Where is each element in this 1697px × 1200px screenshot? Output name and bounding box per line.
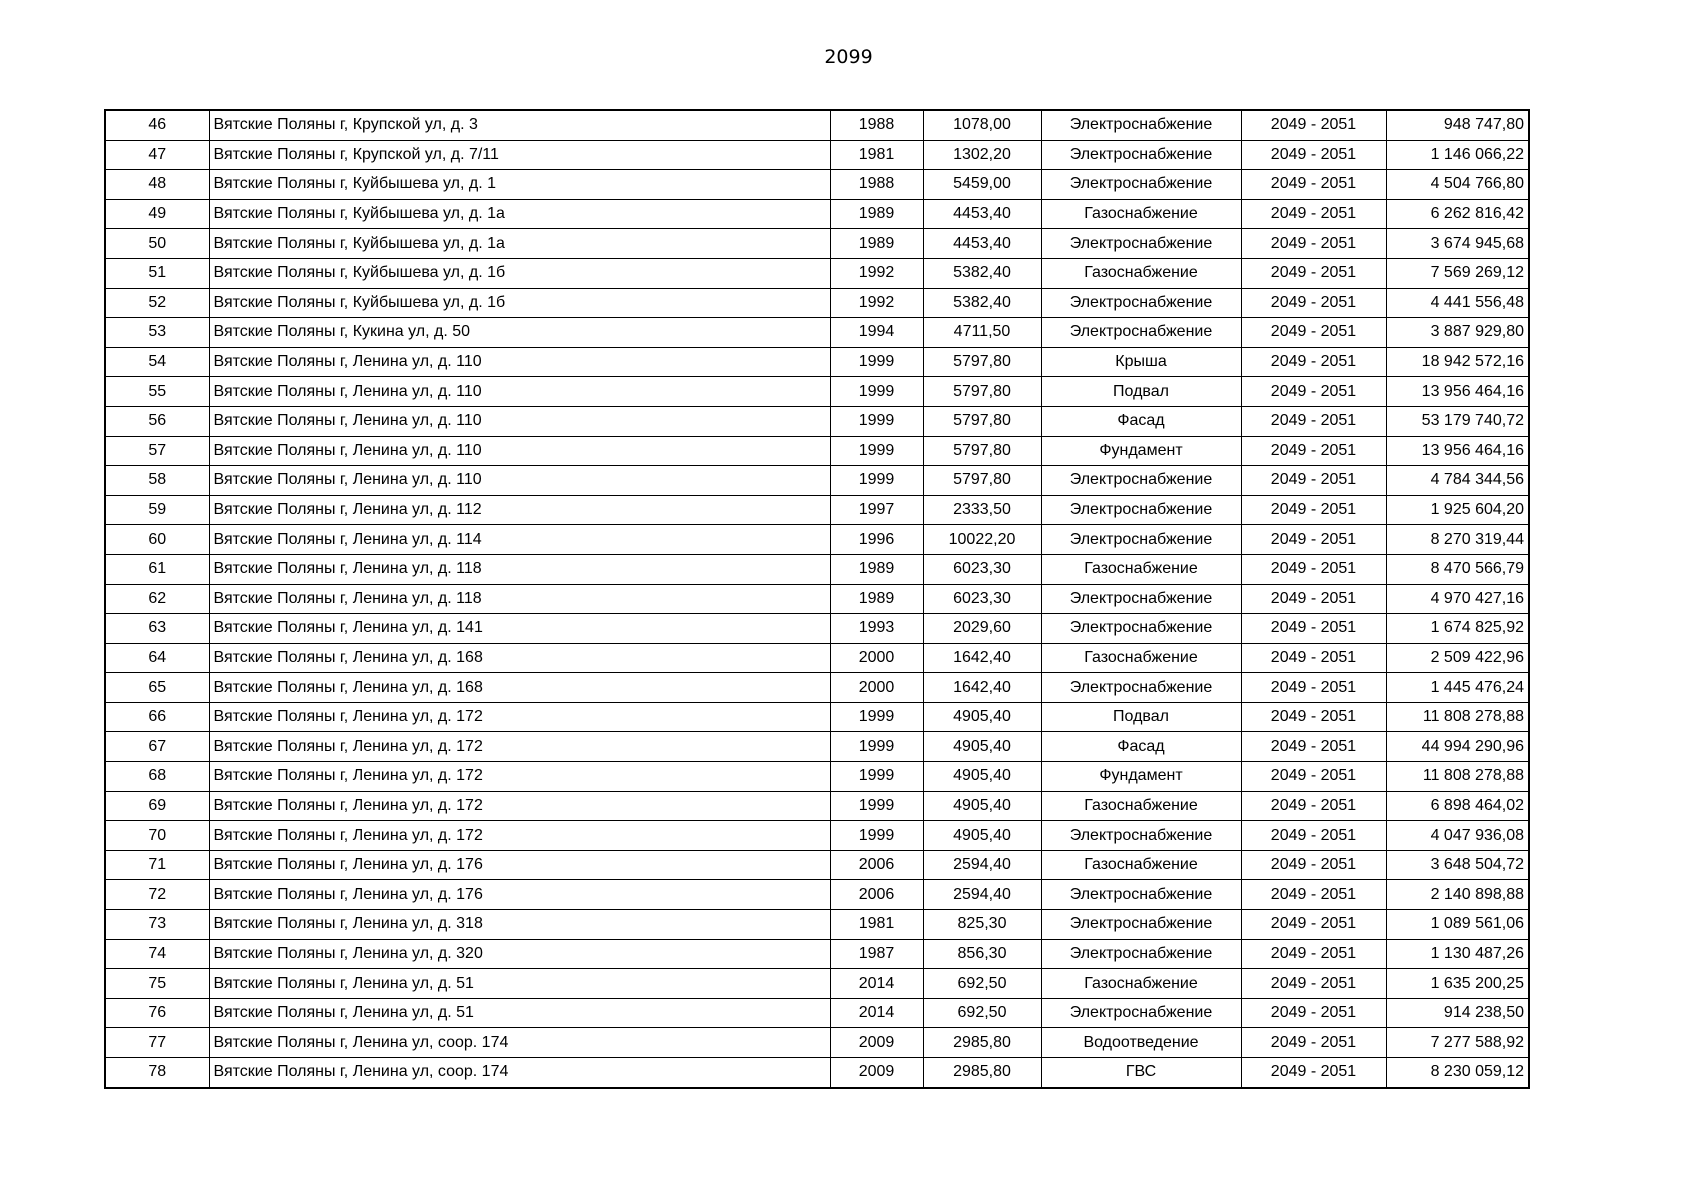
period-cell: 2049 - 2051 bbox=[1241, 377, 1386, 407]
work-type-cell: Газоснабжение bbox=[1041, 643, 1241, 673]
address-cell: Вятские Поляны г, Ленина ул, д. 172 bbox=[209, 732, 830, 762]
row-number-cell: 54 bbox=[105, 347, 209, 377]
year-built-cell: 2014 bbox=[830, 998, 923, 1028]
work-type-cell: Электроснабжение bbox=[1041, 466, 1241, 496]
period-cell: 2049 - 2051 bbox=[1241, 436, 1386, 466]
year-built-cell: 1999 bbox=[830, 377, 923, 407]
year-built-cell: 2006 bbox=[830, 850, 923, 880]
table-row bbox=[105, 910, 1529, 940]
table-row bbox=[105, 614, 1529, 644]
table-row bbox=[105, 998, 1529, 1028]
table-row bbox=[105, 258, 1529, 288]
table-row bbox=[105, 821, 1529, 851]
cost-cell: 1 925 604,20 bbox=[1386, 495, 1529, 525]
period-cell: 2049 - 2051 bbox=[1241, 643, 1386, 673]
period-cell: 2049 - 2051 bbox=[1241, 880, 1386, 910]
area-cell: 4453,40 bbox=[923, 199, 1041, 229]
cost-cell: 8 230 059,12 bbox=[1386, 1058, 1529, 1088]
work-type-cell: Электроснабжение bbox=[1041, 318, 1241, 348]
work-type-cell: Электроснабжение bbox=[1041, 584, 1241, 614]
area-cell: 4905,40 bbox=[923, 732, 1041, 762]
cost-cell: 7 277 588,92 bbox=[1386, 1028, 1529, 1058]
row-number-cell: 76 bbox=[105, 998, 209, 1028]
area-cell: 5797,80 bbox=[923, 406, 1041, 436]
cost-cell: 914 238,50 bbox=[1386, 998, 1529, 1028]
period-cell: 2049 - 2051 bbox=[1241, 229, 1386, 259]
row-number-cell: 49 bbox=[105, 199, 209, 229]
address-cell: Вятские Поляны г, Ленина ул, соор. 174 bbox=[209, 1028, 830, 1058]
work-type-cell: Электроснабжение bbox=[1041, 673, 1241, 703]
row-number-cell: 62 bbox=[105, 584, 209, 614]
cost-cell: 4 970 427,16 bbox=[1386, 584, 1529, 614]
row-number-cell: 66 bbox=[105, 702, 209, 732]
period-cell: 2049 - 2051 bbox=[1241, 466, 1386, 496]
cost-cell: 948 747,80 bbox=[1386, 110, 1529, 140]
area-cell: 5797,80 bbox=[923, 377, 1041, 407]
year-built-cell: 1992 bbox=[830, 258, 923, 288]
row-number-cell: 58 bbox=[105, 466, 209, 496]
table-row bbox=[105, 880, 1529, 910]
table-row bbox=[105, 584, 1529, 614]
work-type-cell: Газоснабжение bbox=[1041, 791, 1241, 821]
area-cell: 1642,40 bbox=[923, 673, 1041, 703]
row-number-cell: 71 bbox=[105, 850, 209, 880]
year-built-cell: 1981 bbox=[830, 140, 923, 170]
period-cell: 2049 - 2051 bbox=[1241, 702, 1386, 732]
year-built-cell: 2006 bbox=[830, 880, 923, 910]
work-type-cell: Газоснабжение bbox=[1041, 258, 1241, 288]
table-row bbox=[105, 1058, 1529, 1088]
table-row bbox=[105, 406, 1529, 436]
row-number-cell: 55 bbox=[105, 377, 209, 407]
row-number-cell: 78 bbox=[105, 1058, 209, 1088]
year-built-cell: 1989 bbox=[830, 584, 923, 614]
row-number-cell: 60 bbox=[105, 525, 209, 555]
period-cell: 2049 - 2051 bbox=[1241, 347, 1386, 377]
row-number-cell: 46 bbox=[105, 110, 209, 140]
table-row bbox=[105, 643, 1529, 673]
work-type-cell: Электроснабжение bbox=[1041, 110, 1241, 140]
period-cell: 2049 - 2051 bbox=[1241, 762, 1386, 792]
area-cell: 825,30 bbox=[923, 910, 1041, 940]
address-cell: Вятские Поляны г, Ленина ул, д. 172 bbox=[209, 791, 830, 821]
period-cell: 2049 - 2051 bbox=[1241, 525, 1386, 555]
table-row bbox=[105, 347, 1529, 377]
address-cell: Вятские Поляны г, Куйбышева ул, д. 1 bbox=[209, 170, 830, 200]
cost-cell: 2 509 422,96 bbox=[1386, 643, 1529, 673]
area-cell: 1642,40 bbox=[923, 643, 1041, 673]
area-cell: 2985,80 bbox=[923, 1058, 1041, 1088]
work-type-cell: Электроснабжение bbox=[1041, 939, 1241, 969]
period-cell: 2049 - 2051 bbox=[1241, 791, 1386, 821]
row-number-cell: 73 bbox=[105, 910, 209, 940]
area-cell: 2594,40 bbox=[923, 850, 1041, 880]
year-built-cell: 1999 bbox=[830, 702, 923, 732]
cost-cell: 8 470 566,79 bbox=[1386, 554, 1529, 584]
period-cell: 2049 - 2051 bbox=[1241, 1058, 1386, 1088]
year-built-cell: 1999 bbox=[830, 436, 923, 466]
address-cell: Вятские Поляны г, Ленина ул, д. 141 bbox=[209, 614, 830, 644]
year-built-cell: 2014 bbox=[830, 969, 923, 999]
row-number-cell: 67 bbox=[105, 732, 209, 762]
area-cell: 5459,00 bbox=[923, 170, 1041, 200]
cost-cell: 13 956 464,16 bbox=[1386, 377, 1529, 407]
cost-cell: 1 674 825,92 bbox=[1386, 614, 1529, 644]
table-row bbox=[105, 762, 1529, 792]
cost-cell: 1 445 476,24 bbox=[1386, 673, 1529, 703]
table-row bbox=[105, 554, 1529, 584]
work-type-cell: Электроснабжение bbox=[1041, 910, 1241, 940]
row-number-cell: 63 bbox=[105, 614, 209, 644]
work-type-cell: Газоснабжение bbox=[1041, 850, 1241, 880]
period-cell: 2049 - 2051 bbox=[1241, 199, 1386, 229]
row-number-cell: 77 bbox=[105, 1028, 209, 1058]
work-type-cell: Фасад bbox=[1041, 406, 1241, 436]
row-number-cell: 47 bbox=[105, 140, 209, 170]
period-cell: 2049 - 2051 bbox=[1241, 732, 1386, 762]
cost-cell: 1 089 561,06 bbox=[1386, 910, 1529, 940]
address-cell: Вятские Поляны г, Ленина ул, д. 168 bbox=[209, 673, 830, 703]
period-cell: 2049 - 2051 bbox=[1241, 910, 1386, 940]
row-number-cell: 69 bbox=[105, 791, 209, 821]
address-cell: Вятские Поляны г, Ленина ул, д. 320 bbox=[209, 939, 830, 969]
row-number-cell: 52 bbox=[105, 288, 209, 318]
table-row bbox=[105, 288, 1529, 318]
row-number-cell: 70 bbox=[105, 821, 209, 851]
cost-cell: 7 569 269,12 bbox=[1386, 258, 1529, 288]
address-cell: Вятские Поляны г, Ленина ул, д. 318 bbox=[209, 910, 830, 940]
address-cell: Вятские Поляны г, Кукина ул, д. 50 bbox=[209, 318, 830, 348]
address-cell: Вятские Поляны г, Куйбышева ул, д. 1б bbox=[209, 288, 830, 318]
work-type-cell: Подвал bbox=[1041, 377, 1241, 407]
cost-cell: 4 784 344,56 bbox=[1386, 466, 1529, 496]
work-type-cell: Фасад bbox=[1041, 732, 1241, 762]
address-cell: Вятские Поляны г, Ленина ул, д. 172 bbox=[209, 702, 830, 732]
area-cell: 4905,40 bbox=[923, 791, 1041, 821]
cost-cell: 44 994 290,96 bbox=[1386, 732, 1529, 762]
work-type-cell: Электроснабжение bbox=[1041, 229, 1241, 259]
cost-cell: 3 648 504,72 bbox=[1386, 850, 1529, 880]
period-cell: 2049 - 2051 bbox=[1241, 939, 1386, 969]
area-cell: 5797,80 bbox=[923, 347, 1041, 377]
address-cell: Вятские Поляны г, Ленина ул, соор. 174 bbox=[209, 1058, 830, 1088]
cost-cell: 1 635 200,25 bbox=[1386, 969, 1529, 999]
year-built-cell: 1999 bbox=[830, 821, 923, 851]
address-cell: Вятские Поляны г, Куйбышева ул, д. 1а bbox=[209, 229, 830, 259]
address-cell: Вятские Поляны г, Крупской ул, д. 7/11 bbox=[209, 140, 830, 170]
period-cell: 2049 - 2051 bbox=[1241, 584, 1386, 614]
period-cell: 2049 - 2051 bbox=[1241, 495, 1386, 525]
work-type-cell: Газоснабжение bbox=[1041, 554, 1241, 584]
year-built-cell: 1999 bbox=[830, 762, 923, 792]
cost-cell: 4 504 766,80 bbox=[1386, 170, 1529, 200]
row-number-cell: 51 bbox=[105, 258, 209, 288]
period-cell: 2049 - 2051 bbox=[1241, 140, 1386, 170]
period-cell: 2049 - 2051 bbox=[1241, 406, 1386, 436]
row-number-cell: 50 bbox=[105, 229, 209, 259]
area-cell: 2594,40 bbox=[923, 880, 1041, 910]
work-type-cell: Электроснабжение bbox=[1041, 880, 1241, 910]
row-number-cell: 68 bbox=[105, 762, 209, 792]
table-row bbox=[105, 229, 1529, 259]
period-cell: 2049 - 2051 bbox=[1241, 554, 1386, 584]
cost-cell: 11 808 278,88 bbox=[1386, 702, 1529, 732]
table-row bbox=[105, 939, 1529, 969]
address-cell: Вятские Поляны г, Ленина ул, д. 176 bbox=[209, 850, 830, 880]
row-number-cell: 64 bbox=[105, 643, 209, 673]
area-cell: 856,30 bbox=[923, 939, 1041, 969]
work-type-cell: Газоснабжение bbox=[1041, 969, 1241, 999]
work-type-cell: Электроснабжение bbox=[1041, 140, 1241, 170]
year-built-cell: 1992 bbox=[830, 288, 923, 318]
cost-cell: 11 808 278,88 bbox=[1386, 762, 1529, 792]
period-cell: 2049 - 2051 bbox=[1241, 110, 1386, 140]
address-cell: Вятские Поляны г, Ленина ул, д. 114 bbox=[209, 525, 830, 555]
area-cell: 1078,00 bbox=[923, 110, 1041, 140]
work-type-cell: Крыша bbox=[1041, 347, 1241, 377]
area-cell: 2985,80 bbox=[923, 1028, 1041, 1058]
cost-cell: 53 179 740,72 bbox=[1386, 406, 1529, 436]
address-cell: Вятские Поляны г, Ленина ул, д. 51 bbox=[209, 998, 830, 1028]
year-built-cell: 2009 bbox=[830, 1058, 923, 1088]
table-row bbox=[105, 140, 1529, 170]
area-cell: 10022,20 bbox=[923, 525, 1041, 555]
cost-cell: 2 140 898,88 bbox=[1386, 880, 1529, 910]
address-cell: Вятские Поляны г, Ленина ул, д. 110 bbox=[209, 406, 830, 436]
address-cell: Вятские Поляны г, Ленина ул, д. 110 bbox=[209, 347, 830, 377]
area-cell: 4905,40 bbox=[923, 821, 1041, 851]
register-table bbox=[104, 109, 1530, 1089]
year-built-cell: 1999 bbox=[830, 466, 923, 496]
period-cell: 2049 - 2051 bbox=[1241, 850, 1386, 880]
work-type-cell: Электроснабжение bbox=[1041, 525, 1241, 555]
table-row bbox=[105, 673, 1529, 703]
table-row bbox=[105, 466, 1529, 496]
work-type-cell: Электроснабжение bbox=[1041, 998, 1241, 1028]
row-number-cell: 75 bbox=[105, 969, 209, 999]
area-cell: 4905,40 bbox=[923, 702, 1041, 732]
cost-cell: 3 674 945,68 bbox=[1386, 229, 1529, 259]
work-type-cell: Фундамент bbox=[1041, 762, 1241, 792]
row-number-cell: 72 bbox=[105, 880, 209, 910]
year-built-cell: 1988 bbox=[830, 170, 923, 200]
cost-cell: 6 898 464,02 bbox=[1386, 791, 1529, 821]
period-cell: 2049 - 2051 bbox=[1241, 673, 1386, 703]
year-built-cell: 1997 bbox=[830, 495, 923, 525]
year-built-cell: 1989 bbox=[830, 229, 923, 259]
table-row bbox=[105, 969, 1529, 999]
cost-cell: 1 130 487,26 bbox=[1386, 939, 1529, 969]
table-row bbox=[105, 850, 1529, 880]
year-built-cell: 1996 bbox=[830, 525, 923, 555]
page-number: 2099 bbox=[824, 46, 873, 68]
row-number-cell: 65 bbox=[105, 673, 209, 703]
table-row bbox=[105, 199, 1529, 229]
year-built-cell: 1999 bbox=[830, 791, 923, 821]
period-cell: 2049 - 2051 bbox=[1241, 170, 1386, 200]
cost-cell: 18 942 572,16 bbox=[1386, 347, 1529, 377]
table-row bbox=[105, 702, 1529, 732]
area-cell: 5382,40 bbox=[923, 258, 1041, 288]
area-cell: 2333,50 bbox=[923, 495, 1041, 525]
row-number-cell: 74 bbox=[105, 939, 209, 969]
row-number-cell: 59 bbox=[105, 495, 209, 525]
period-cell: 2049 - 2051 bbox=[1241, 969, 1386, 999]
address-cell: Вятские Поляны г, Ленина ул, д. 168 bbox=[209, 643, 830, 673]
table-body bbox=[105, 110, 1529, 1088]
year-built-cell: 1981 bbox=[830, 910, 923, 940]
year-built-cell: 1994 bbox=[830, 318, 923, 348]
period-cell: 2049 - 2051 bbox=[1241, 614, 1386, 644]
period-cell: 2049 - 2051 bbox=[1241, 258, 1386, 288]
area-cell: 4711,50 bbox=[923, 318, 1041, 348]
cost-cell: 1 146 066,22 bbox=[1386, 140, 1529, 170]
area-cell: 4453,40 bbox=[923, 229, 1041, 259]
cost-cell: 4 441 556,48 bbox=[1386, 288, 1529, 318]
period-cell: 2049 - 2051 bbox=[1241, 318, 1386, 348]
row-number-cell: 56 bbox=[105, 406, 209, 436]
work-type-cell: ГВС bbox=[1041, 1058, 1241, 1088]
area-cell: 5797,80 bbox=[923, 436, 1041, 466]
address-cell: Вятские Поляны г, Ленина ул, д. 110 bbox=[209, 436, 830, 466]
area-cell: 6023,30 bbox=[923, 584, 1041, 614]
year-built-cell: 1989 bbox=[830, 554, 923, 584]
year-built-cell: 1993 bbox=[830, 614, 923, 644]
period-cell: 2049 - 2051 bbox=[1241, 1028, 1386, 1058]
table-row bbox=[105, 1028, 1529, 1058]
work-type-cell: Электроснабжение bbox=[1041, 170, 1241, 200]
area-cell: 692,50 bbox=[923, 998, 1041, 1028]
cost-cell: 6 262 816,42 bbox=[1386, 199, 1529, 229]
area-cell: 5797,80 bbox=[923, 466, 1041, 496]
area-cell: 4905,40 bbox=[923, 762, 1041, 792]
row-number-cell: 57 bbox=[105, 436, 209, 466]
period-cell: 2049 - 2051 bbox=[1241, 288, 1386, 318]
cost-cell: 13 956 464,16 bbox=[1386, 436, 1529, 466]
area-cell: 1302,20 bbox=[923, 140, 1041, 170]
year-built-cell: 2009 bbox=[830, 1028, 923, 1058]
year-built-cell: 1987 bbox=[830, 939, 923, 969]
period-cell: 2049 - 2051 bbox=[1241, 998, 1386, 1028]
table-row bbox=[105, 170, 1529, 200]
address-cell: Вятские Поляны г, Куйбышева ул, д. 1б bbox=[209, 258, 830, 288]
address-cell: Вятские Поляны г, Ленина ул, д. 118 bbox=[209, 584, 830, 614]
work-type-cell: Электроснабжение bbox=[1041, 614, 1241, 644]
work-type-cell: Подвал bbox=[1041, 702, 1241, 732]
address-cell: Вятские Поляны г, Ленина ул, д. 110 bbox=[209, 377, 830, 407]
address-cell: Вятские Поляны г, Ленина ул, д. 112 bbox=[209, 495, 830, 525]
work-type-cell: Электроснабжение bbox=[1041, 495, 1241, 525]
year-built-cell: 2000 bbox=[830, 643, 923, 673]
year-built-cell: 2000 bbox=[830, 673, 923, 703]
work-type-cell: Водоотведение bbox=[1041, 1028, 1241, 1058]
cost-cell: 3 887 929,80 bbox=[1386, 318, 1529, 348]
row-number-cell: 48 bbox=[105, 170, 209, 200]
cost-cell: 8 270 319,44 bbox=[1386, 525, 1529, 555]
year-built-cell: 1999 bbox=[830, 732, 923, 762]
address-cell: Вятские Поляны г, Крупской ул, д. 3 bbox=[209, 110, 830, 140]
table-row bbox=[105, 436, 1529, 466]
table-row bbox=[105, 495, 1529, 525]
work-type-cell: Электроснабжение bbox=[1041, 821, 1241, 851]
year-built-cell: 1999 bbox=[830, 347, 923, 377]
area-cell: 5382,40 bbox=[923, 288, 1041, 318]
table-row bbox=[105, 732, 1529, 762]
address-cell: Вятские Поляны г, Ленина ул, д. 176 bbox=[209, 880, 830, 910]
table-row bbox=[105, 318, 1529, 348]
address-cell: Вятские Поляны г, Ленина ул, д. 172 bbox=[209, 762, 830, 792]
cost-cell: 4 047 936,08 bbox=[1386, 821, 1529, 851]
area-cell: 2029,60 bbox=[923, 614, 1041, 644]
work-type-cell: Электроснабжение bbox=[1041, 288, 1241, 318]
year-built-cell: 1999 bbox=[830, 406, 923, 436]
table-row bbox=[105, 110, 1529, 140]
year-built-cell: 1989 bbox=[830, 199, 923, 229]
work-type-cell: Газоснабжение bbox=[1041, 199, 1241, 229]
address-cell: Вятские Поляны г, Куйбышева ул, д. 1а bbox=[209, 199, 830, 229]
address-cell: Вятские Поляны г, Ленина ул, д. 118 bbox=[209, 554, 830, 584]
address-cell: Вятские Поляны г, Ленина ул, д. 110 bbox=[209, 466, 830, 496]
table-row bbox=[105, 377, 1529, 407]
address-cell: Вятские Поляны г, Ленина ул, д. 172 bbox=[209, 821, 830, 851]
row-number-cell: 53 bbox=[105, 318, 209, 348]
work-type-cell: Фундамент bbox=[1041, 436, 1241, 466]
area-cell: 6023,30 bbox=[923, 554, 1041, 584]
year-built-cell: 1988 bbox=[830, 110, 923, 140]
table-row bbox=[105, 791, 1529, 821]
area-cell: 692,50 bbox=[923, 969, 1041, 999]
period-cell: 2049 - 2051 bbox=[1241, 821, 1386, 851]
row-number-cell: 61 bbox=[105, 554, 209, 584]
address-cell: Вятские Поляны г, Ленина ул, д. 51 bbox=[209, 969, 830, 999]
table-row bbox=[105, 525, 1529, 555]
